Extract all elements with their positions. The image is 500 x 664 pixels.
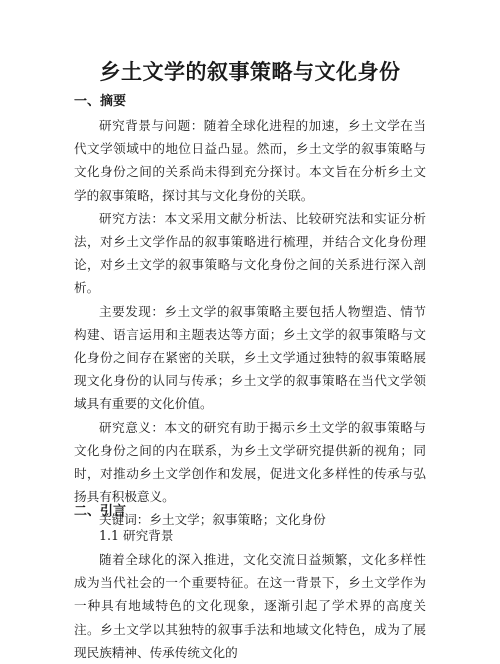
abstract-body <box>74 114 426 532</box>
abstract-paragraph-findings: 主要发现：乡土文学的叙事策略主要包括人物塑造、情节构建、语言运用和主题表达等方面；乡土文学的叙事策略与文化身份之间存在紧密的关联，乡土文学通过独特的叙事策略展现文化身份的认同与传承；乡土文学的叙事策略在当代文学领域具有重要的文化价值。 <box>74 303 426 412</box>
section-heading-introduction: 二、引言 <box>74 504 127 519</box>
abstract-paragraph-method: 研究方法：本文采用文献分析法、比较研究法和实证分析法，对乡土文学作品的叙事策略进行梳理，并结合文化身份理论，对乡土文学的叙事策略与文化身份之间的关系进行深入剖析。 <box>74 210 426 296</box>
document-title: 乡土文学的叙事策略与文化身份 <box>99 59 401 84</box>
subsection-heading-background: 1.1 研究背景 <box>99 528 174 543</box>
abstract-paragraph-significance: 研究意义：本文的研究有助于揭示乡土文学的叙事策略与文化身份之间的内在联系，为乡土文学研究提供新的视角；同时，对推动乡土文学创作和发展，促进文化多样性的传承与弘扬具有积极意义。 <box>74 419 426 505</box>
abstract-keywords: 关键词：乡土文学；叙事策略；文化身份 <box>99 512 326 528</box>
introduction-paragraph: 随着全球化的深入推进，文化交流日益频繁，文化多样性成为当代社会的一个重要特征。在这一背景下，乡土文学作为一种具有地域特色的文化现象，逐渐引起了学术界的高度关注。乡土文学以其独特的叙事手法和地域文化特色，成为了展现民族精神、传承传统文化的 <box>74 552 426 660</box>
section-heading-abstract: 一、摘要 <box>74 94 127 109</box>
abstract-paragraph-background: 研究背景与问题：随着全球化进程的加速，乡土文学在当代文学领域中的地位日益凸显。然而，乡土文学的叙事策略与文化身份之间的关系尚未得到充分探讨。本文旨在分析乡土文学的叙事策略，探讨其与文化身份的关联。 <box>74 118 426 203</box>
